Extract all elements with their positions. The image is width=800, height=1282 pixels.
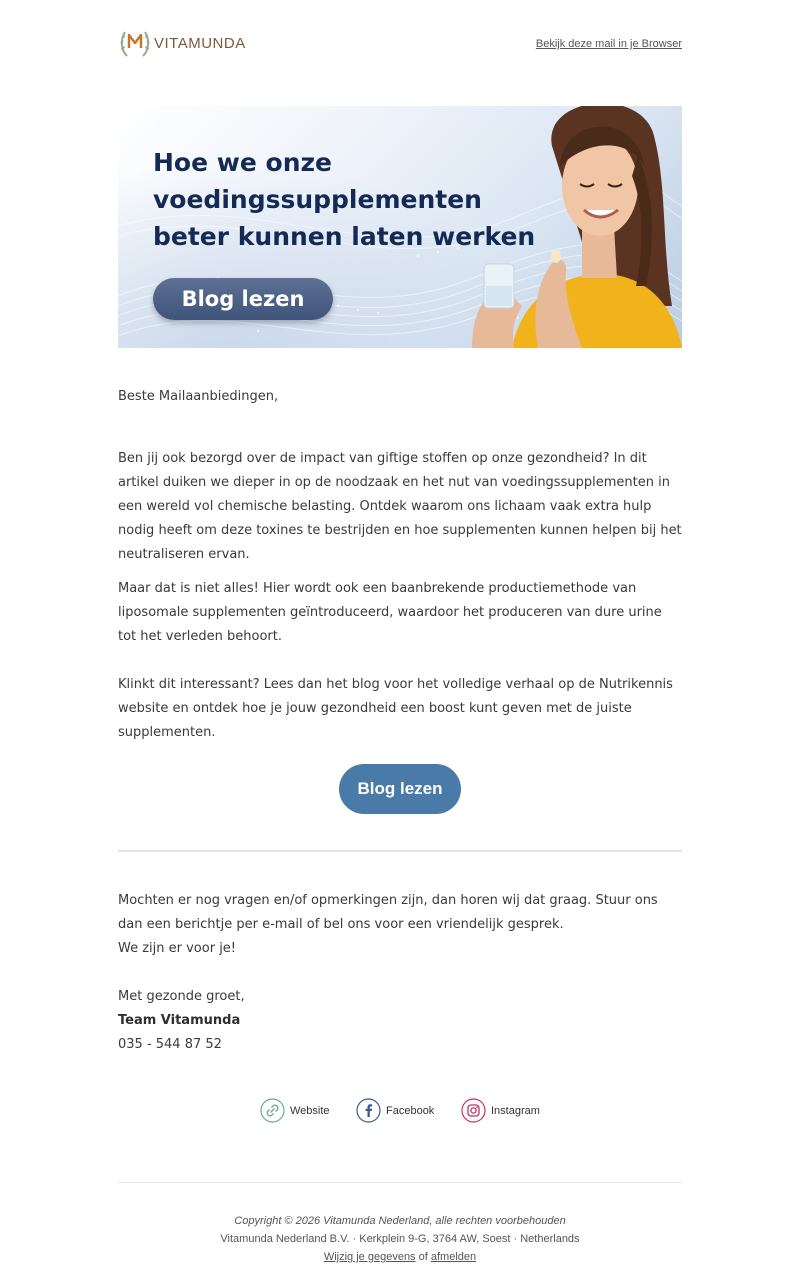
banner-title-line-1: Hoe we onze: [153, 148, 332, 177]
phone-number[interactable]: 035 - 544 87 52: [118, 1037, 222, 1052]
banner-title-line-2: voedingssupplementen: [153, 185, 482, 214]
closing-line-1: Mochten er nog vragen en/of opmerkingen zijn, dan horen wij dat graag. Stuur ons dan een berichtje per e-mail of bel ons voor een vriendelijk gesprek.: [118, 893, 658, 932]
social-facebook-link[interactable]: [356, 1098, 434, 1123]
copyright-text: Copyright © 2026 Vitamunda Nederland, alle rechten voorbehouden: [234, 1215, 566, 1227]
unsubscribe-link[interactable]: afmelden: [430, 1251, 477, 1263]
company-address: Vitamunda Nederland B.V. · Kerkplein 9-G, 3764 AW, Soest · Netherlands: [220, 1233, 580, 1245]
facebook-icon: [356, 1098, 381, 1123]
view-in-browser-link[interactable]: Bekijk deze mail in je Browser: [535, 38, 682, 50]
closing-message: [118, 889, 682, 961]
footer-divider: [118, 1182, 682, 1183]
social-facebook-label: Facebook: [386, 1104, 435, 1117]
social-instagram-link[interactable]: [461, 1098, 540, 1123]
section-divider: [118, 850, 682, 852]
banner-title-line-3: beter kunnen laten werken: [153, 222, 536, 251]
greeting: Beste Mailaanbiedingen,: [118, 389, 279, 404]
social-links: [0, 1098, 800, 1124]
regards-text: Met gezonde groet,: [118, 989, 245, 1004]
closing-line-2: We zijn er voor je!: [118, 941, 237, 956]
footer: [0, 1212, 800, 1266]
signature: [118, 985, 682, 1057]
logo-text: VITAMUNDA: [154, 34, 246, 52]
laurel-m-logo-icon: [118, 26, 152, 60]
social-website-label: Website: [290, 1104, 330, 1117]
vitamunda-logo[interactable]: [118, 26, 246, 60]
team-name: Team Vitamunda: [118, 1013, 241, 1028]
edit-details-link[interactable]: Wijzig je gegevens: [323, 1251, 416, 1263]
footer-or-text: of: [418, 1251, 428, 1263]
body-paragraph-3: Klinkt dit interessant? Lees dan het blog voor het volledige verhaal op de Nutrikennis website en ontdek hoe je jouw gezondheid een boost kunt geven met de juiste supplementen.: [118, 677, 673, 740]
banner-title: [153, 144, 553, 255]
body-paragraph-2: Maar dat is niet alles! Hier wordt ook een baanbrekende productiemethode van liposomale supplementen geïntroduceerd, waardoor het produceren van dure urine tot het verleden behoort.: [118, 581, 662, 644]
instagram-icon: [461, 1098, 486, 1123]
social-website-link[interactable]: [260, 1098, 330, 1123]
social-instagram-label: Instagram: [491, 1104, 540, 1117]
link-icon: [260, 1098, 285, 1123]
banner-read-blog-button[interactable]: Blog lezen: [153, 278, 333, 320]
footer-links: [0, 1248, 800, 1266]
read-blog-button[interactable]: Blog lezen: [339, 764, 461, 814]
body-paragraph-1: Ben jij ook bezorgd over de impact van giftige stoffen op onze gezondheid? In dit artikel duiken we dieper in op de noodzaak en het nut van voedingssupplementen in een wereld vol chemische belasting. Ontdek waarom ons lichaam vaak extra hulp nodig heeft om deze toxines te bestrijden en hoe supplementen kunnen helpen bij het neutraliseren ervan.: [118, 451, 682, 562]
hero-banner[interactable]: [118, 106, 682, 348]
email-header: [118, 24, 682, 64]
